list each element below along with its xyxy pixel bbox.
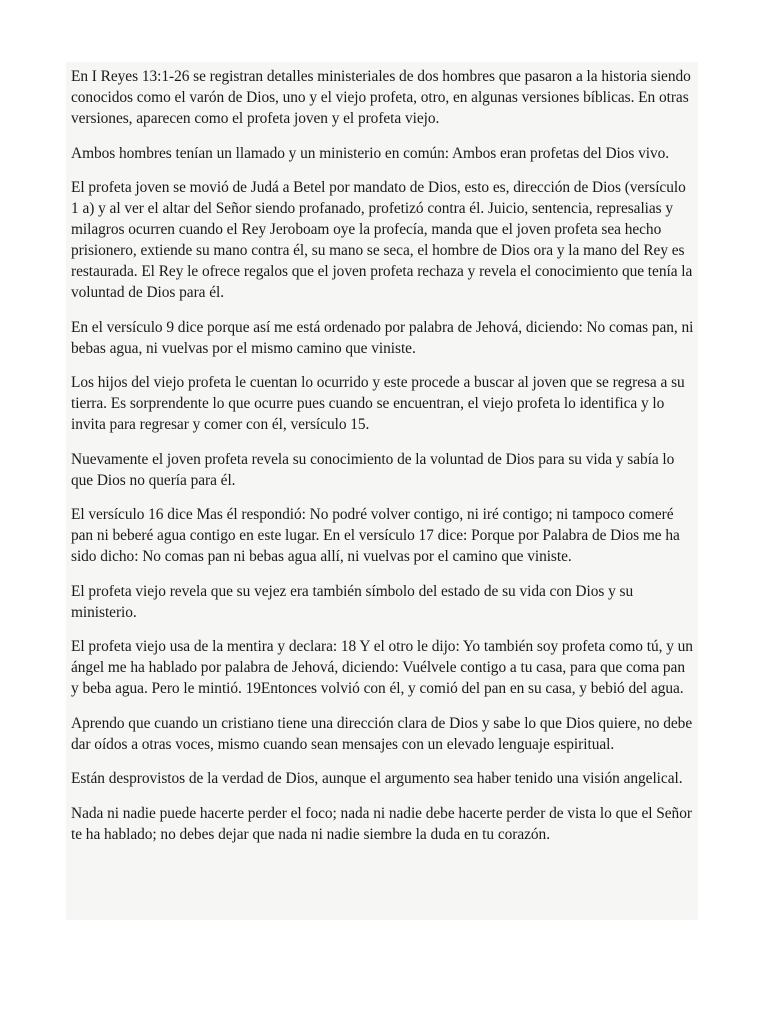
paragraph: En el versículo 9 dice porque así me está ordenado por palabra de Jehová, diciendo: No comas pan, ni bebas agua, ni vuelvas por el mismo camino que viniste.	[71, 318, 694, 357]
document-body	[66, 62, 698, 920]
paragraph: En I Reyes 13:1-26 se registran detalles ministeriales de dos hombres que pasaron a la historia siendo conocidos como el varón de Dios, uno y el viejo profeta, otro, en algunas versiones bíblicas. En otras versiones, aparecen como el profeta joven y el profeta viejo.	[71, 68, 691, 127]
paragraph: Aprendo que cuando un cristiano tiene una dirección clara de Dios y sabe lo que Dios quiere, no debe dar oídos a otras voces, mismo cuando sean mensajes con un elevado lenguaje espiritual.	[71, 714, 693, 753]
paragraph: Nuevamente el joven profeta revela su conocimiento de la voluntad de Dios para su vida y sabía lo que Dios no quería para él.	[71, 450, 675, 489]
paragraph: El profeta joven se movió de Judá a Betel por mandato de Dios, esto es, dirección de Dios (versículo 1 a) y al ver el altar del Señor siendo profanado, profetizó contra él. Juicio, sentencia, represalias y milagros ocurren cuando el Rey Jeroboam oye la profecía, manda que el joven profeta sea hecho prisionero, extiende su mano contra él, su mano se seca, el hombre de Dios ora y la mano del Rey es restaurada. El Rey le ofrece regalos que el joven profeta rechaza y revela el conocimiento que tenía la voluntad de Dios para él.	[71, 179, 693, 301]
paragraph: El profeta viejo revela que su vejez era también símbolo del estado de su vida con Dios y su ministerio.	[71, 582, 634, 621]
paragraph: Están desprovistos de la verdad de Dios, aunque el argumento sea haber tenido una visión angelical.	[71, 770, 683, 787]
paragraph: El profeta viejo usa de la mentira y declara: 18 Y el otro le dijo: Yo también soy profeta como tú, y un ángel me ha hablado por palabra de Jehová, diciendo: Vuélvele contigo a tu casa, para que coma pan y beba agua. Pero le mintió. 19Entonces volvió con él, y comió del pan en su casa, y bebió del agua.	[71, 638, 693, 697]
paragraph: Los hijos del viejo profeta le cuentan lo ocurrido y este procede a buscar al joven que se regresa a su tierra. Es sorprendente lo que ocurre pues cuando se encuentran, el viejo profeta lo identifica y lo invita para regresar y comer con él, versículo 15.	[71, 374, 685, 433]
paragraph: Nada ni nadie puede hacerte perder el foco; nada ni nadie debe hacerte perder de vista lo que el Señor te ha hablado; no debes dejar que nada ni nadie siembre la duda en tu corazón.	[71, 804, 692, 843]
paragraph: Ambos hombres tenían un llamado y un ministerio en común: Ambos eran profetas del Dios vivo.	[71, 144, 670, 162]
paragraph: El versículo 16 dice Mas él respondió: No podré volver contigo, ni iré contigo; ni tampoco comeré pan ni beberé agua contigo en este lugar. En el versículo 17 dice: Porque por Palabra de Dios me ha sido dicho: No comas pan ni bebas agua allí, ni vuelvas por el camino que viniste.	[71, 506, 680, 565]
